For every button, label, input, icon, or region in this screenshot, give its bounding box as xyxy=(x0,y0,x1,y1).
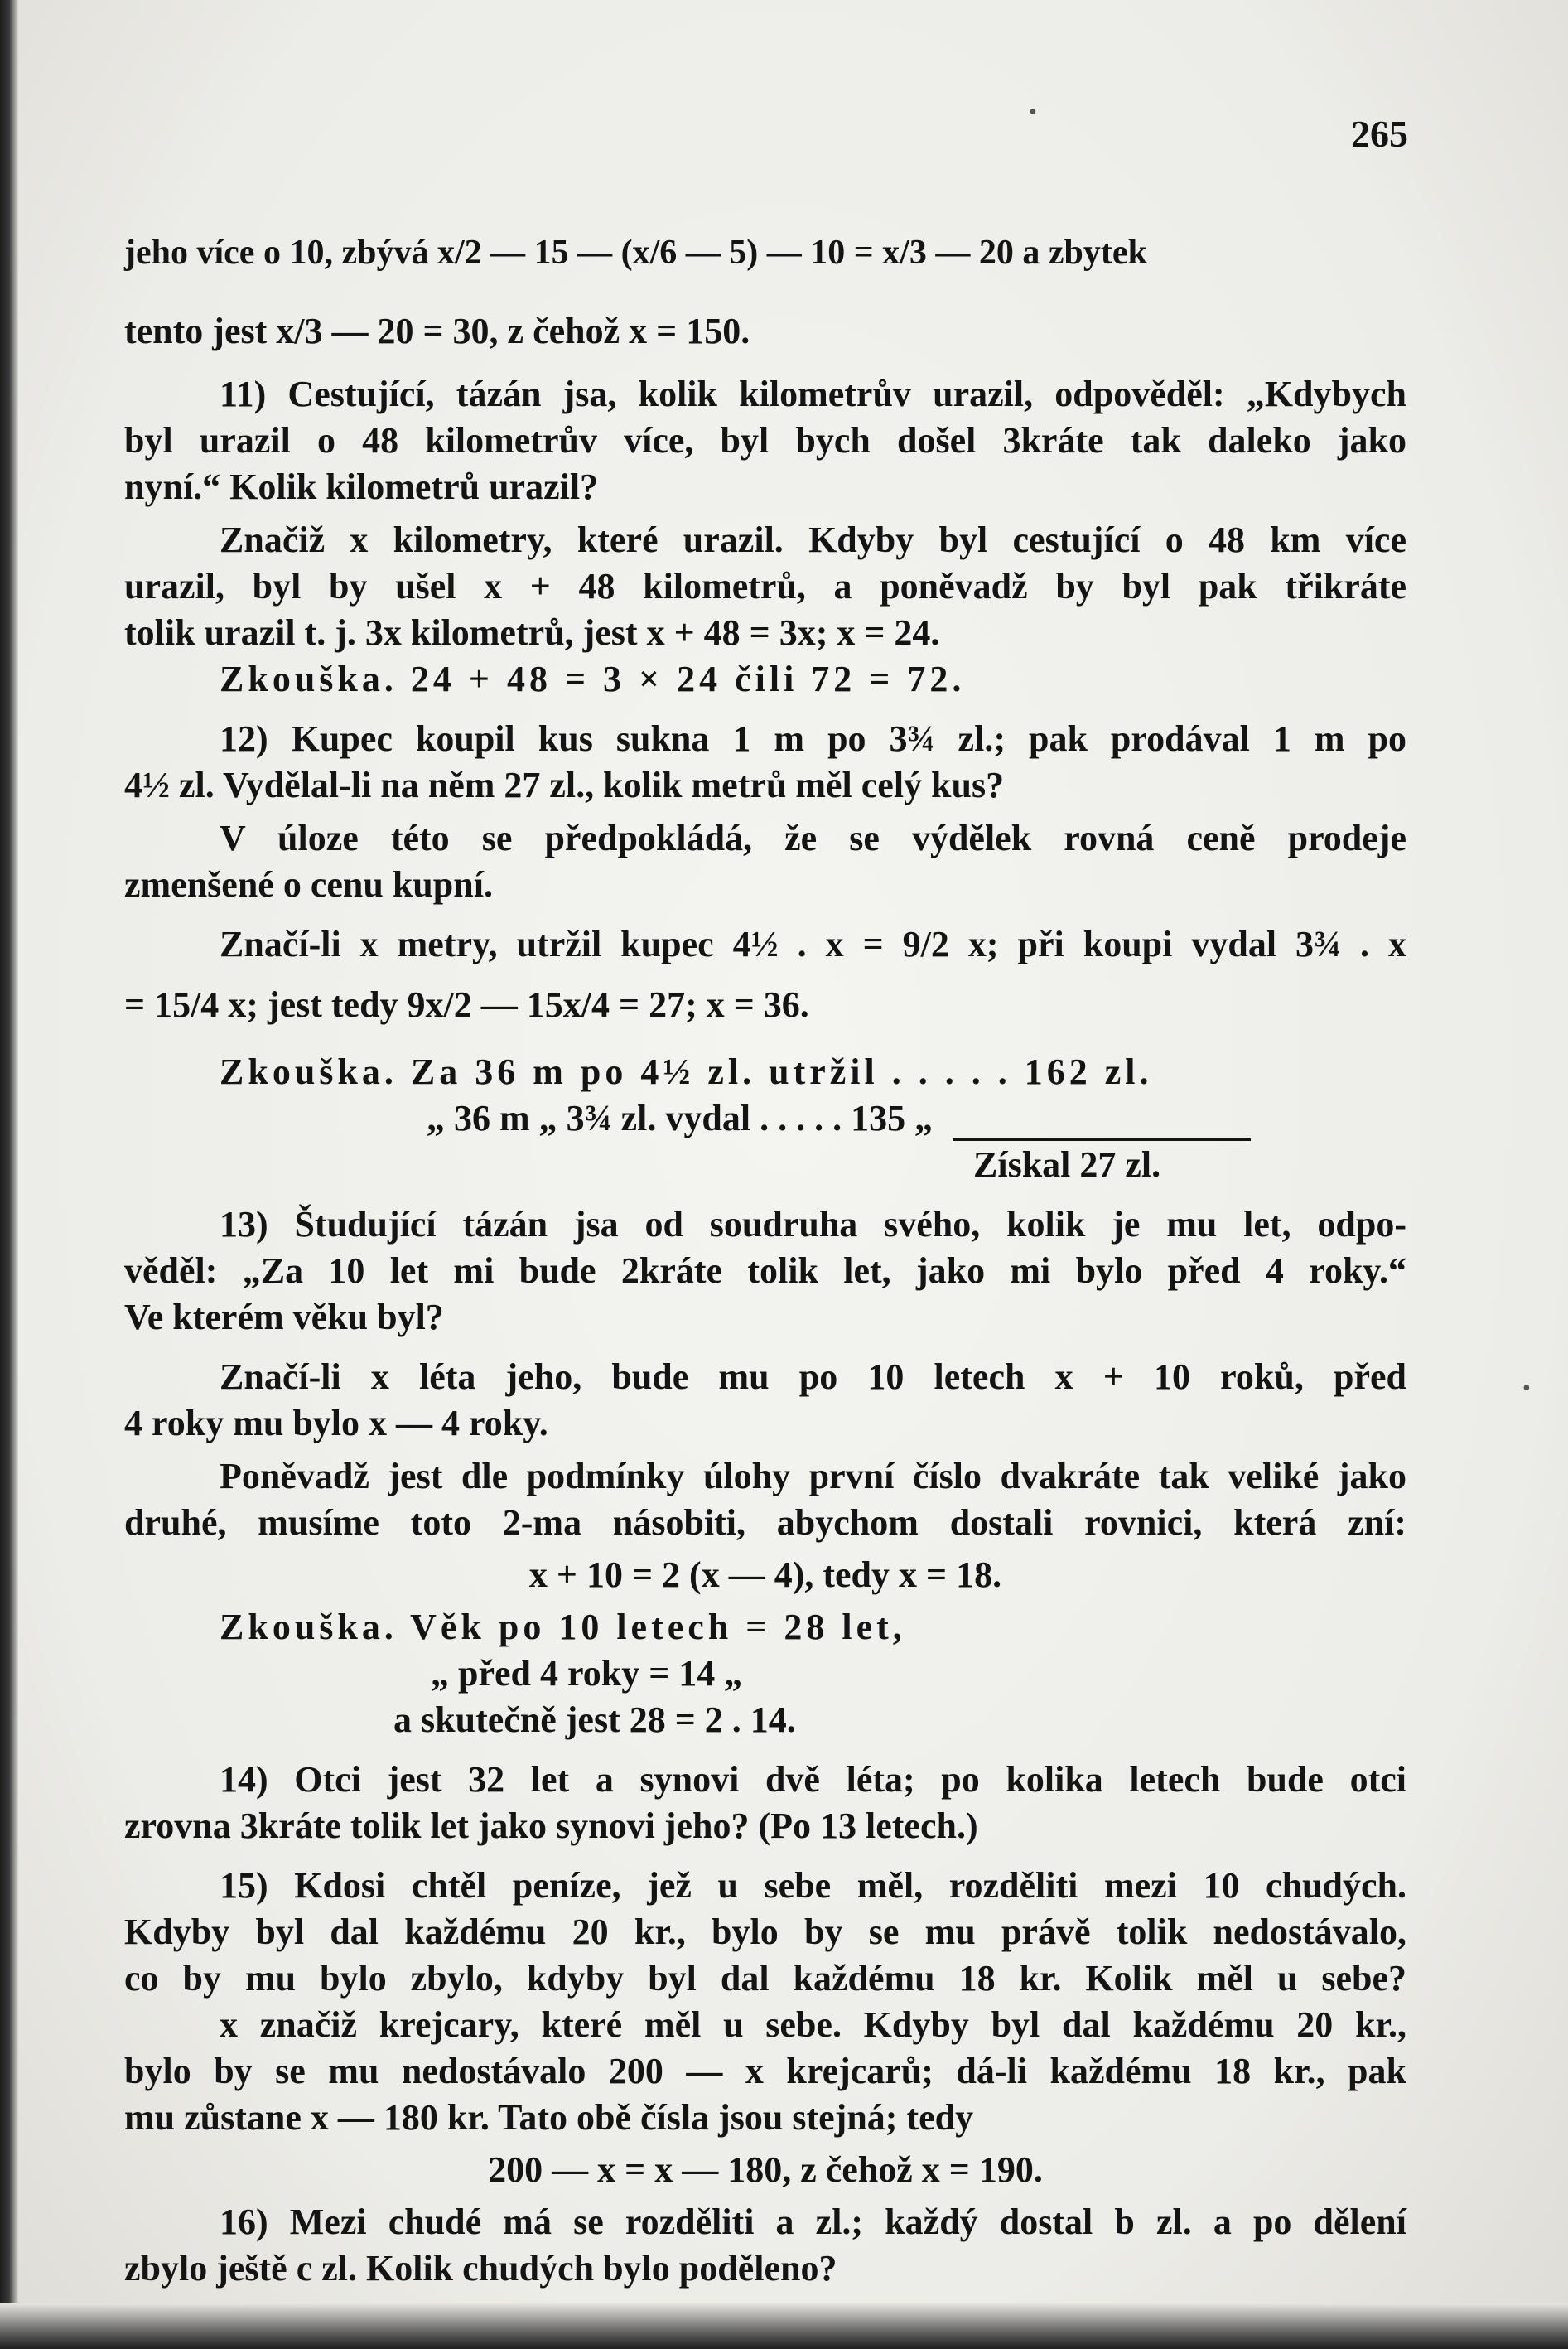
text-line: co by mu bylo zbylo, kdyby byl dal každému 18 kr. Kolik měl u sebe? xyxy=(124,1958,1406,1999)
text-line: Zkouška. 24 + 48 = 3 × 24 čili 72 = 72. xyxy=(220,659,966,699)
text-column xyxy=(124,207,1406,2292)
text-line: urazil, byl by ušel x + 48 kilometrů, a poněvadž by byl pak třikráte xyxy=(124,566,1406,607)
text-line: tolik urazil t. j. 3x kilometrů, jest x + 48 = 3x; x = 24. xyxy=(124,612,940,653)
text-line: nyní.“ Kolik kilometrů urazil? xyxy=(124,466,599,507)
text-line: zbylo ještě c zl. Kolik chudých bylo poděleno? xyxy=(124,2248,837,2289)
text-line: jeho více o 10, zbývá x/2 — 15 — (x/6 — 5) — 10 = x/3 — 20 a zbytek xyxy=(124,234,1147,272)
text-line: Poněvadž jest dle podmínky úlohy první číslo dvakráte tak veliké jako xyxy=(220,1456,1406,1496)
text-line: věděl: „Za 10 let mi bude 2kráte tolik let, jako mi bylo před 4 roky.“ xyxy=(124,1250,1406,1291)
sum-rule xyxy=(953,1138,1251,1141)
page-number: 265 xyxy=(1351,113,1408,155)
text-line: Značí-li x metry, utržil kupec 4½ . x = 9/2 x; při koupi vydal 3¾ . x xyxy=(220,924,1406,964)
text-line: zmenšené o cenu kupní. xyxy=(124,864,493,905)
text-line: druhé, musíme toto 2-ma násobiti, abychom dostali rovnici, která zní: xyxy=(124,1502,1406,1543)
equation-line: x + 10 = 2 (x — 4), tedy x = 18. xyxy=(528,1554,1002,1595)
text-line: Ve kterém věku byl? xyxy=(124,1297,444,1337)
text-line: Značiž x kilometry, které urazil. Kdyby byl cestující o 48 km více xyxy=(220,520,1406,560)
text-line: a skutečně jest 28 = 2 . 14. xyxy=(393,1699,796,1740)
text-line: Značí-li x léta jeho, bude mu po 10 letech x + 10 roků, před xyxy=(220,1356,1406,1397)
text-line: x značiž krejcary, které měl u sebe. Kdyby byl dal každému 20 kr., xyxy=(220,2004,1406,2045)
text-line: tento jest x/3 — 20 = 30, z čehož x = 150. xyxy=(124,311,750,351)
text-line: Zkouška. Za 36 m po 4½ zl. utržil . . . . . 162 zl. xyxy=(220,1051,1153,1092)
text-line: 15) Kdosi chtěl peníze, jež u sebe měl, rozděliti mezi 10 chudých. xyxy=(220,1865,1406,1906)
text-line: byl urazil o 48 kilometrův více, byl bych došel 3kráte tak daleko jako xyxy=(124,420,1406,461)
text-line: mu zůstane x — 180 kr. Tato obě čísla jsou stejná; tedy xyxy=(124,2097,974,2138)
text-line: 13) Študující tázán jsa od soudruha svého, kolik je mu let, odpo- xyxy=(220,1204,1406,1245)
text-line: 11) Cestující, tázán jsa, kolik kilometrův urazil, odpověděl: „Kdybych xyxy=(220,374,1406,414)
text-line: 12) Kupec koupil kus sukna 1 m po 3¾ zl.; pak prodával 1 m po xyxy=(220,718,1406,759)
text-line: Zkouška. Věk po 10 letech = 28 let, xyxy=(220,1607,906,1647)
text-line: 14) Otci jest 32 let a synovi dvě léta; po kolika letech bude otci xyxy=(220,1759,1406,1800)
speck-mark: • xyxy=(1029,99,1037,125)
text-line: 4 roky mu bylo x — 4 roky. xyxy=(124,1403,548,1443)
equation-line: 200 — x = x — 180, z čehož x = 190. xyxy=(488,2149,1043,2190)
total-label: Získal 27 zl. xyxy=(973,1144,1161,1185)
text-line: = 15/4 x; jest tedy 9x/2 — 15x/4 = 27; x = 36. xyxy=(124,984,809,1025)
text-line: „ 36 m „ 3¾ zl. vydal . . . . . 135 „ xyxy=(427,1098,934,1138)
speck-mark: • xyxy=(1522,1375,1531,1401)
text-line: V úloze této se předpokládá, že se výdělek rovná ceně prodeje xyxy=(220,818,1406,858)
text-line: zrovna 3kráte tolik let jako synovi jeho? (Po 13 letech.) xyxy=(124,1805,978,1846)
text-line-total xyxy=(124,1142,1406,1188)
text-line: Kdyby byl dal každému 20 kr., bylo by se mu právě tolik nedostávalo, xyxy=(124,1912,1406,1952)
text-line: 16) Mezi chudé má se rozděliti a zl.; každý dostal b zl. a po dělení xyxy=(220,2202,1406,2242)
text-line: bylo by se mu nedostávalo 200 — x krejcarů; dá-li každému 18 kr., pak xyxy=(124,2051,1406,2091)
text-line: „ před 4 roky = 14 „ xyxy=(431,1653,743,1694)
text-line: 4½ zl. Vydělal-li na něm 27 zl., kolik metrů měl celý kus? xyxy=(124,765,1005,805)
